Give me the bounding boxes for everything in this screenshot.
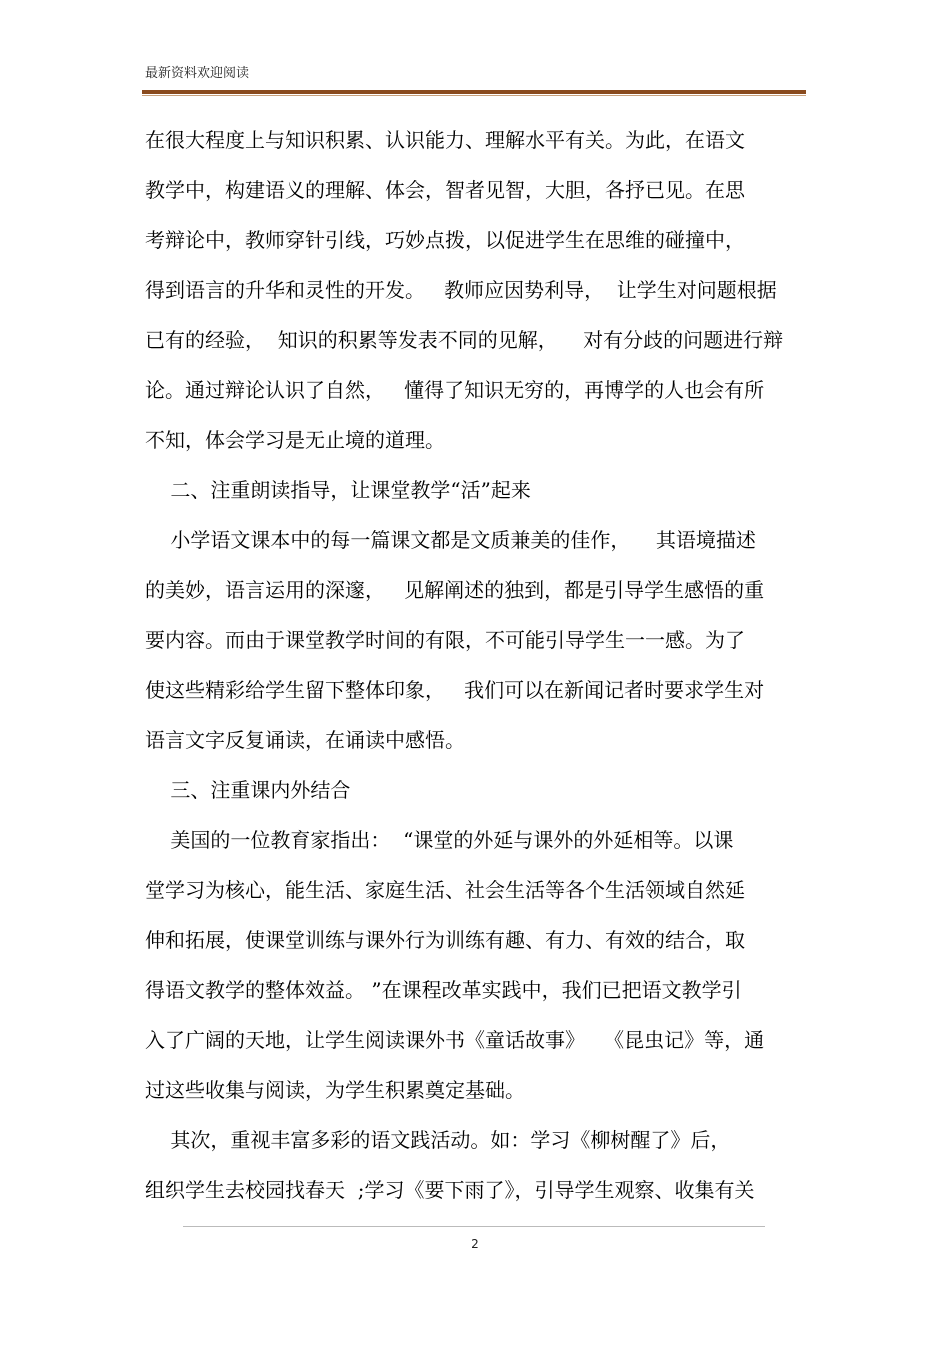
text-line: 过这些收集与阅读，为学生积累奠定基础。 (145, 1078, 525, 1102)
page-number: 2 (471, 1237, 479, 1251)
header-rule-thick (142, 90, 806, 94)
text-line: 语言文字反复诵读，在诵读中感悟。 (145, 728, 465, 752)
text-line: 入了广阔的天地，让学生阅读课外书《童话故事》 《昆虫记》等，通 (145, 1028, 765, 1052)
text-line: 要内容。而由于课堂教学时间的有限，不可能引导学生一一感。为了 (145, 628, 745, 652)
section-heading: 二、注重朗读指导，让课堂教学“活”起来 (145, 478, 531, 502)
text-line: 在很大程度上与知识积累、认识能力、理解水平有关。为此，在语文 (145, 128, 745, 152)
text-line: 使这些精彩给学生留下整体印象， 我们可以在新闻记者时要求学生对 (145, 678, 765, 702)
text-line: 美国的一位教育家指出： “课堂的外延与课外的外延相等。以课 (145, 828, 734, 852)
section-heading: 三、注重课内外结合 (145, 778, 351, 802)
header-rule-thin (142, 95, 806, 96)
footer-rule (183, 1226, 765, 1227)
text-line: 得到语言的升华和灵性的开发。 教师应因势利导， 让学生对问题根据 (145, 278, 777, 302)
text-line: 已有的经验， 知识的积累等发表不同的见解， 对有分歧的问题进行辩 (145, 328, 784, 352)
text-line: 不知，体会学习是无止境的道理。 (145, 428, 445, 452)
page-header-text: 最新资料欢迎阅读 (145, 66, 250, 81)
header-rule (142, 90, 806, 96)
text-line: 组织学生去校园找春天 ;学习《要下雨了》，引导学生观察、收集有关 (145, 1178, 755, 1202)
text-line: 其次，重视丰富多彩的语文践活动。如：学习《柳树醒了》后， (145, 1128, 731, 1152)
text-line: 的美妙，语言运用的深邃， 见解阐述的独到，都是引导学生感悟的重 (145, 578, 765, 602)
text-line: 伸和拓展，使课堂训练与课外行为训练有趣、有力、有效的结合，取 (145, 928, 745, 952)
text-line: 小学语文课本中的每一篇课文都是文质兼美的佳作， 其语境描述 (145, 528, 756, 552)
text-line: 考辩论中，教师穿针引线，巧妙点拨，以促进学生在思维的碰撞中， (145, 228, 745, 252)
text-line: 堂学习为核心，能生活、家庭生活、社会生活等各个生活领域自然延 (145, 878, 745, 902)
text-line: 教学中，构建语义的理解、体会，智者见智，大胆，各抒已见。在思 (145, 178, 745, 202)
text-line: 得语文教学的整体效益。 ”在课程改革实践中，我们已把语文教学引 (145, 978, 742, 1002)
text-line: 论。通过辩论认识了自然， 懂得了知识无穷的，再博学的人也会有所 (145, 378, 765, 402)
